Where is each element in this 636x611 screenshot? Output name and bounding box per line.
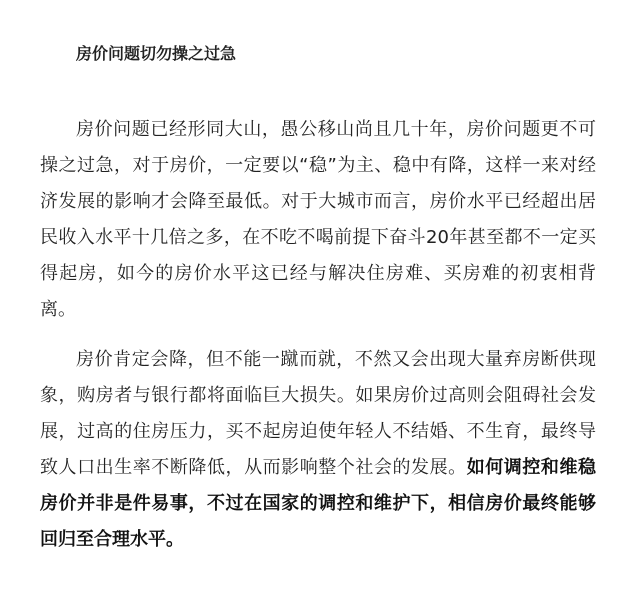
- paragraph-1: [40, 112, 596, 328]
- paragraph-2: [40, 342, 596, 558]
- article-title: 房价问题切勿操之过急: [76, 44, 237, 63]
- paragraph-2-text: 房价肯定会降，但不能一蹴而就，不然又会出现大量弃房断供现象，购房者与银行都将面临巨大损失。如果房价过高则会阻碍社会发展，过高的住房压力，买不起房迫使年轻人不结婚、不生育，最终导致人口出生率不断降低，从而影响整个社会的发展。: [40, 349, 596, 478]
- paragraph-1-text: 房价问题已经形同大山，愚公移山尚且几十年，房价问题更不可操之过急，对于房价，一定要以“稳”为主、稳中有降，这样一来对经济发展的影响才会降至最低。对于大城市而言，房价水平已经超出居民收入水平十几倍之多，在不吃不喝前提下奋斗20年甚至都不一定买得起房，如今的房价水平这已经与解决住房难、买房难的初衷相背离。: [40, 119, 596, 320]
- paragraph-2-bold-conclusion: 如何调控和维稳房价并非是件易事，不过在国家的调控和维护下，相信房价最终能够回归至合理水平。: [40, 457, 596, 550]
